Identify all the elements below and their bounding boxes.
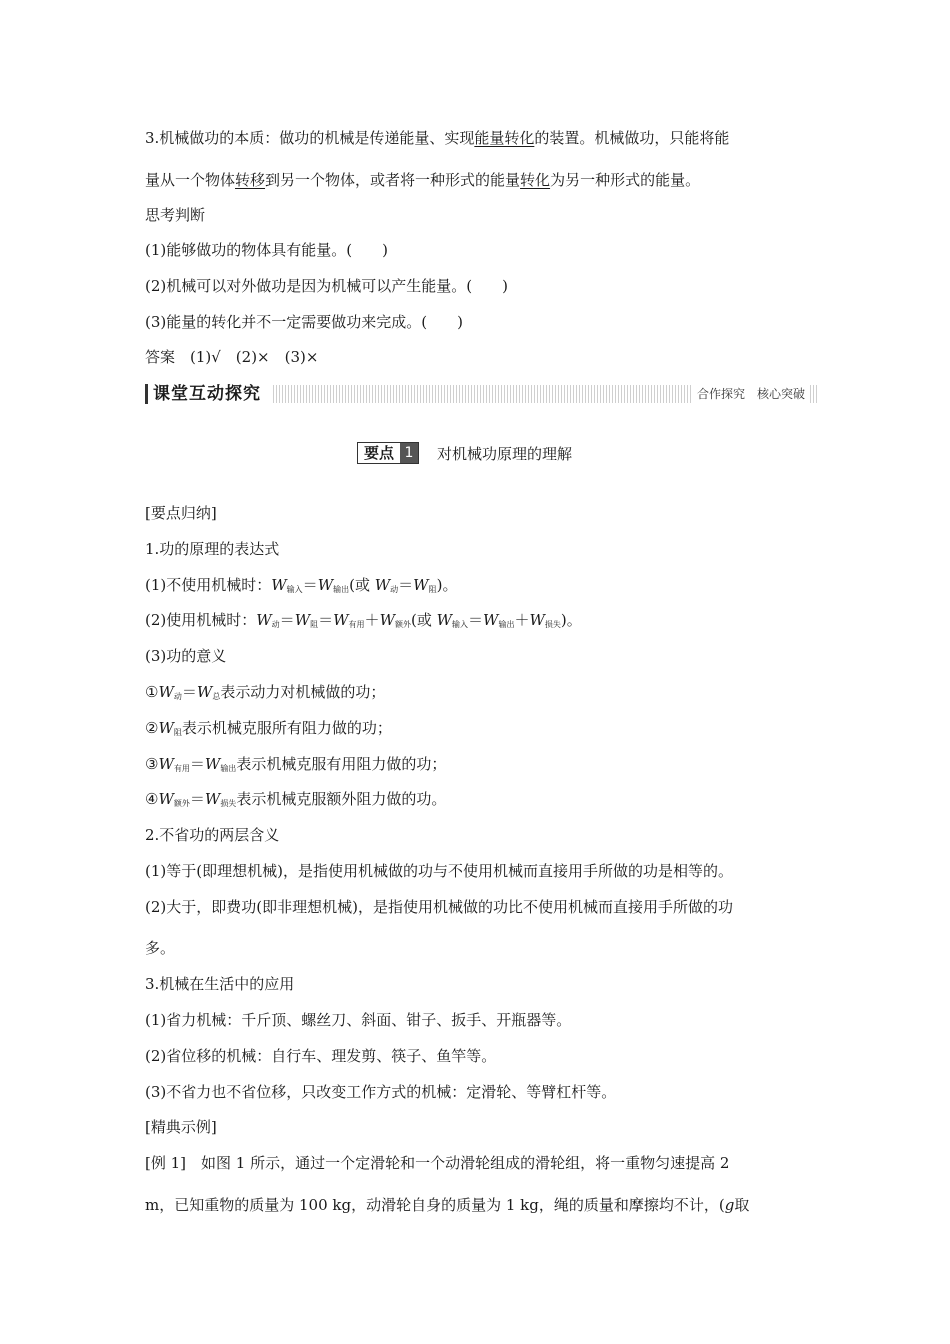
underlined-term: 能量转化 [474, 129, 535, 147]
text: ＝ [468, 611, 484, 629]
var-w: W [436, 611, 453, 629]
text: 表示机械克服所有阻力做的功； [181, 719, 392, 737]
answer-line: 答案 (1)√ (2)× (3)× [145, 348, 319, 366]
text: ④ [145, 790, 159, 808]
banner-bar [145, 384, 148, 404]
text: ① [145, 683, 159, 701]
text: m，已知重物的质量为 100 kg，动滑轮自身的质量为 1 kg，绳的质量和摩擦均不计，( [145, 1196, 725, 1214]
text: 为另一种形式的能量。 [550, 171, 701, 189]
underlined-term: 转移 [235, 171, 266, 189]
text: (或 [410, 611, 437, 629]
formula-line-2 [145, 610, 582, 635]
subscript: 有用 [173, 764, 190, 773]
var-w: W [158, 755, 174, 773]
text: (2)使用机械时： [145, 611, 257, 629]
summary-item-2-2a: (2)大于，即费功(即非理想机械)，是指使用机械做的功比不使用机械而直接用手所做的功 [145, 898, 733, 916]
subscript: 输出 [220, 764, 237, 773]
text: ＝ [302, 576, 318, 594]
var-w: W [413, 576, 429, 594]
example-line-2 [145, 1195, 749, 1215]
summary-item-2-2b: 多。 [145, 939, 176, 957]
text: )。 [560, 611, 582, 629]
keypoint-title: 对机械功原理的理解 [437, 444, 573, 463]
text: (或 [349, 576, 375, 594]
subscript: 损失 [220, 799, 237, 808]
subscript: 输入 [452, 620, 469, 629]
summary-item-3: 3.机械在生活中的应用 [145, 975, 295, 993]
var-w: W [196, 683, 213, 701]
var-w: W [158, 683, 174, 701]
banner-title: 课堂互动探究 [153, 384, 261, 404]
meaning-2 [145, 718, 392, 743]
banner-subtitle: 合作探究 核心突破 [693, 384, 809, 404]
var-w: W [271, 576, 287, 594]
text: 表示机械克服有用阻力做的功； [236, 755, 447, 773]
text: 到另一个物体，或者将一种形式的能量 [265, 171, 521, 189]
question-2: (2)机械可以对外做功是因为机械可以产生能量。( ) [145, 277, 508, 295]
text: 量从一个物体 [145, 171, 236, 189]
var-w: W [379, 611, 395, 629]
var-w: W [204, 755, 221, 773]
meaning-4 [145, 789, 446, 814]
text: ＝ [398, 576, 414, 594]
text: 3.机械做功的本质：做功的机械是传递能量、实现 [145, 129, 475, 147]
formula-line-1 [145, 575, 457, 600]
text: ＝ [181, 683, 197, 701]
subscript: 总 [212, 692, 221, 701]
text: ＋ [364, 611, 380, 629]
var-w: W [317, 576, 334, 594]
subscript: 动 [173, 692, 182, 701]
var-w: W [294, 611, 311, 629]
var-w: W [333, 611, 349, 629]
think-title: 思考判断 [145, 206, 206, 224]
subscript: 动 [271, 620, 280, 629]
summary-item-3-3: (3)不省力也不省位移，只改变工作方式的机械：定滑轮、等臂杠杆等。 [145, 1083, 617, 1101]
subscript: 输入 [286, 585, 303, 594]
subscript: 阻 [428, 585, 437, 594]
subscript: 阻 [310, 620, 319, 629]
keypoint-label: 要点 [364, 444, 395, 462]
summary-item-3-1: (1)省力机械：千斤顶、螺丝刀、斜面、钳子、扳手、开瓶器等。 [145, 1011, 572, 1029]
intro-line-2 [145, 170, 700, 190]
subscript: 输出 [333, 585, 350, 594]
example-heading: [精典示例] [145, 1118, 217, 1136]
text: ＋ [514, 611, 530, 629]
text: ＝ [189, 790, 205, 808]
text: )。 [436, 576, 458, 594]
keypoint-badge [357, 442, 419, 464]
underlined-term: 转化 [520, 171, 551, 189]
summary-item-2-1: (1)等于(即理想机械)，是指使用机械做的功与不使用机械而直接用手所做的功是相等的。 [145, 862, 733, 880]
text: (1)不使用机械时： [145, 576, 272, 594]
text: 表示动力对机械做的功； [220, 683, 386, 701]
text: ＝ [279, 611, 295, 629]
text: ③ [145, 755, 159, 773]
var-w: W [529, 611, 545, 629]
var-g: g [724, 1196, 735, 1214]
var-w: W [374, 576, 391, 594]
subscript: 阻 [173, 728, 182, 737]
summary-item-2: 2.不省功的两层含义 [145, 826, 280, 844]
question-1: (1)能够做功的物体具有能量。( ) [145, 241, 388, 259]
intro-line-1 [145, 128, 729, 148]
text: 取 [734, 1196, 750, 1214]
text: 表示机械克服额外阻力做的功。 [236, 790, 447, 808]
var-w: W [158, 790, 174, 808]
summary-item-3-2: (2)省位移的机械：自行车、理发剪、筷子、鱼竿等。 [145, 1047, 497, 1065]
summary-item-1: 1.功的原理的表达式 [145, 540, 280, 558]
section-banner [145, 384, 817, 404]
summary-item-1-3: (3)功的意义 [145, 647, 227, 665]
text: ＝ [318, 611, 334, 629]
subscript: 动 [390, 585, 399, 594]
subscript: 损失 [544, 620, 561, 629]
example-line-1: [例 1] 如图 1 所示，通过一个定滑轮和一个动滑轮组成的滑轮组，将一重物匀速提高 2 [145, 1154, 730, 1172]
question-3: (3)能量的转化并不一定需要做功来完成。( ) [145, 313, 463, 331]
subscript: 输出 [498, 620, 515, 629]
keypoint-number: 1 [400, 443, 418, 463]
subscript: 额外 [173, 799, 190, 808]
var-w: W [204, 790, 221, 808]
meaning-3 [145, 754, 446, 779]
text: ＝ [189, 755, 205, 773]
meaning-1 [145, 682, 385, 707]
keypoint-heading [357, 442, 572, 464]
var-w: W [483, 611, 499, 629]
text: 的装置。机械做功，只能将能 [534, 129, 730, 147]
summary-heading: [要点归纳] [145, 504, 217, 522]
subscript: 有用 [348, 620, 365, 629]
subscript: 额外 [394, 620, 411, 629]
var-w: W [158, 719, 174, 737]
text: ② [145, 719, 159, 737]
var-w: W [256, 611, 272, 629]
